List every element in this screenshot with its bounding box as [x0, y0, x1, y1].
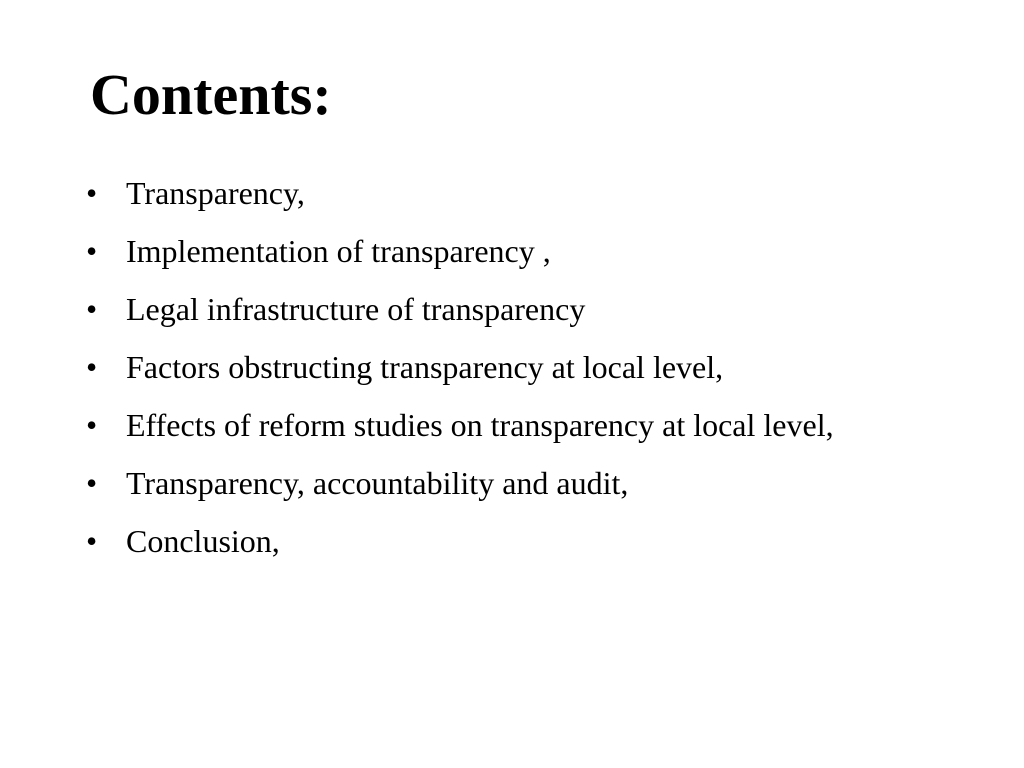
list-item-text: Transparency, accountability and audit,: [126, 465, 629, 501]
list-item-text: Legal infrastructure of transparency: [126, 291, 586, 327]
bullet-icon: •: [86, 291, 98, 327]
list-item: [86, 228, 946, 275]
list-item: [86, 518, 946, 565]
list-item: [86, 402, 946, 449]
bullet-icon: •: [86, 407, 98, 443]
list-item-text: Implementation of transparency ,: [126, 233, 551, 269]
bullet-icon: •: [86, 175, 98, 211]
list-item-text: Factors obstructing transparency at local level,: [126, 349, 724, 385]
bullet-icon: •: [86, 465, 98, 501]
list-item-text: Transparency,: [126, 175, 305, 211]
list-item: [86, 460, 946, 507]
slide-title: Contents:: [90, 62, 332, 127]
contents-list: [86, 170, 946, 576]
bullet-icon: •: [86, 523, 98, 559]
list-item: [86, 286, 946, 333]
bullet-icon: •: [86, 349, 98, 385]
list-item-text: Effects of reform studies on transparency at local level,: [126, 407, 834, 443]
bullet-icon: •: [86, 233, 98, 269]
list-item: [86, 170, 946, 217]
list-item: [86, 344, 946, 391]
list-item-text: Conclusion,: [126, 523, 280, 559]
